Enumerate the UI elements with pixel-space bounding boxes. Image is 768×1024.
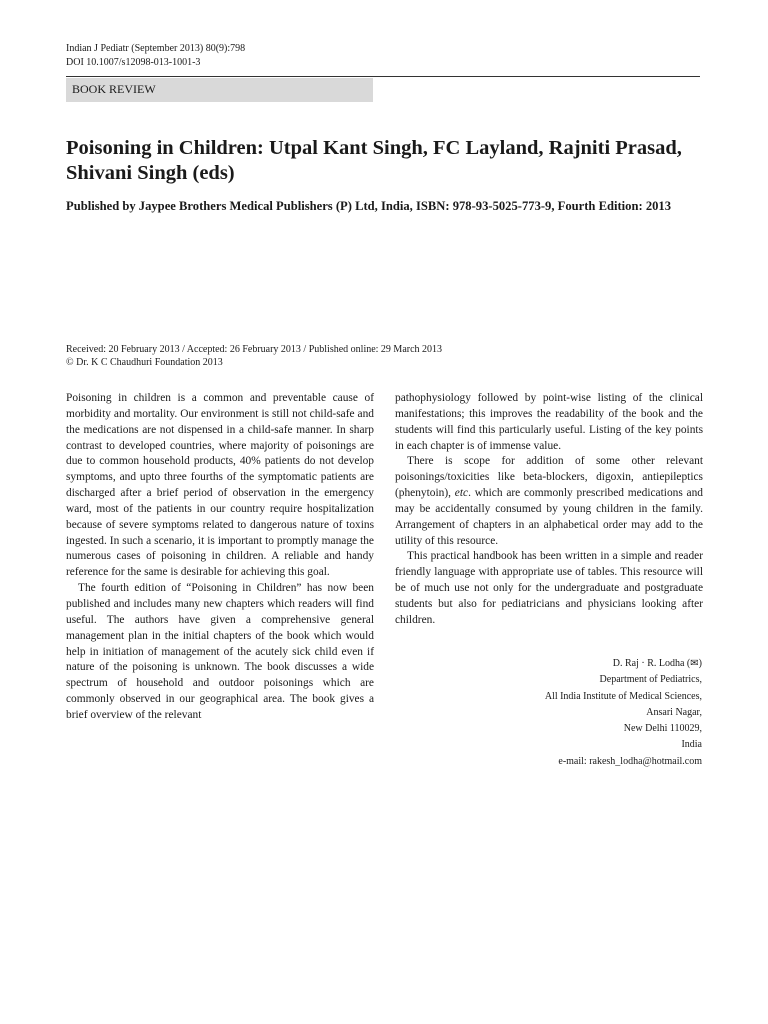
paragraph-text: . which are commonly prescribed medications and may be accidentally consumed by young children in the family. Arrangement of chapters in an alphabetical order may add to the utility of this resource. [395, 487, 703, 547]
header-rule [66, 76, 700, 77]
paragraph [395, 454, 703, 549]
body-column-left [66, 391, 374, 724]
authors-text: D. Raj · R. Lodha ( [612, 658, 691, 669]
email[interactable]: e-mail: rakesh_lodha@hotmail.com [558, 755, 702, 767]
paragraph: This practical handbook has been written in a simple and reader friendly language with appropriate use of tables. This resource will be of much use not only for the undergraduate and postgraduate students but also for pediatricians and physicians looking after children. [395, 550, 703, 626]
etc-text: etc [454, 487, 469, 500]
article-history [66, 343, 442, 369]
paragraph-text: There is scope for addition of some other relevant poisonings/toxicities like beta-blockers, digoxin, antiepileptics (phenytoin), [395, 455, 703, 500]
paragraph: The fourth edition of “Poisoning in Children” has now been published and includes many new chapters which readers will find useful. The authors have given a comprehensive general management plan in the initial chapters of the book which would help in initiation of management of the acutely sick child even if nature of the poisoning is unknown. The book discusses a wide spectrum of household and outdoor poisonings which are commonly observed in our geographical area. The book gives a brief overview of the relevant [66, 582, 374, 721]
publication-info: Published by Jaypee Brothers Medical Publishers (P) Ltd, India, ISBN: 978-93-5025-773-9, Fourth Edition: 2013 [66, 199, 672, 213]
paragraph: Poisoning in children is a common and preventable cause of morbidity and mortality. Our environment is still not child-safe and the medications are not dispensed in a child-safe manner. In sharp contrast to developed countries, where majority of poisonings are due to common household products, 40% patients do not develop symptoms, and upto three fourths of the symptomatic patients are discharged after a brief period of observation in the emergency ward, most of the patients in our country require hospitalization because of severe symptoms related to dangerous nature of toxins ingested. In such a scenario, it is important to promptly manage the numerous cases of poisoning in children. A reliable and handy reference for the same is desirable for achieving this goal. [66, 392, 374, 579]
section-label: BOOK REVIEW [66, 78, 373, 102]
article-title: Poisoning in Children: Utpal Kant Singh, FC Layland, Rajniti Prasad, Shivani Singh (eds) [66, 137, 682, 184]
author-affiliation [395, 656, 702, 770]
journal-citation: Indian J Pediatr (September 2013) 80(9):798 [66, 43, 246, 54]
paragraph: pathophysiology followed by point-wise listing of the clinical manifestations; this improves the readability of the book and the students will find this particularly useful. Listing of the key points in each chapter is of immense value. [395, 392, 703, 452]
doi: DOI 10.1007/s12098-013-1001-3 [66, 57, 201, 68]
author-names [395, 656, 702, 672]
copyright: © Dr. K C Chaudhuri Foundation 2013 [66, 357, 223, 368]
authors-close: ) [698, 658, 702, 669]
envelope-icon: ✉ [690, 658, 699, 669]
body-column-right [395, 391, 703, 629]
address-country: India [681, 739, 702, 751]
address-area: Ansari Nagar, [646, 706, 702, 718]
journal-header [66, 42, 245, 70]
history-dates: Received: 20 February 2013 / Accepted: 26 February 2013 / Published online: 29 March 2013 [66, 344, 443, 355]
institute: All India Institute of Medical Sciences, [544, 690, 702, 702]
address-city: New Delhi 110029, [623, 723, 702, 735]
department: Department of Pediatrics, [599, 674, 702, 686]
